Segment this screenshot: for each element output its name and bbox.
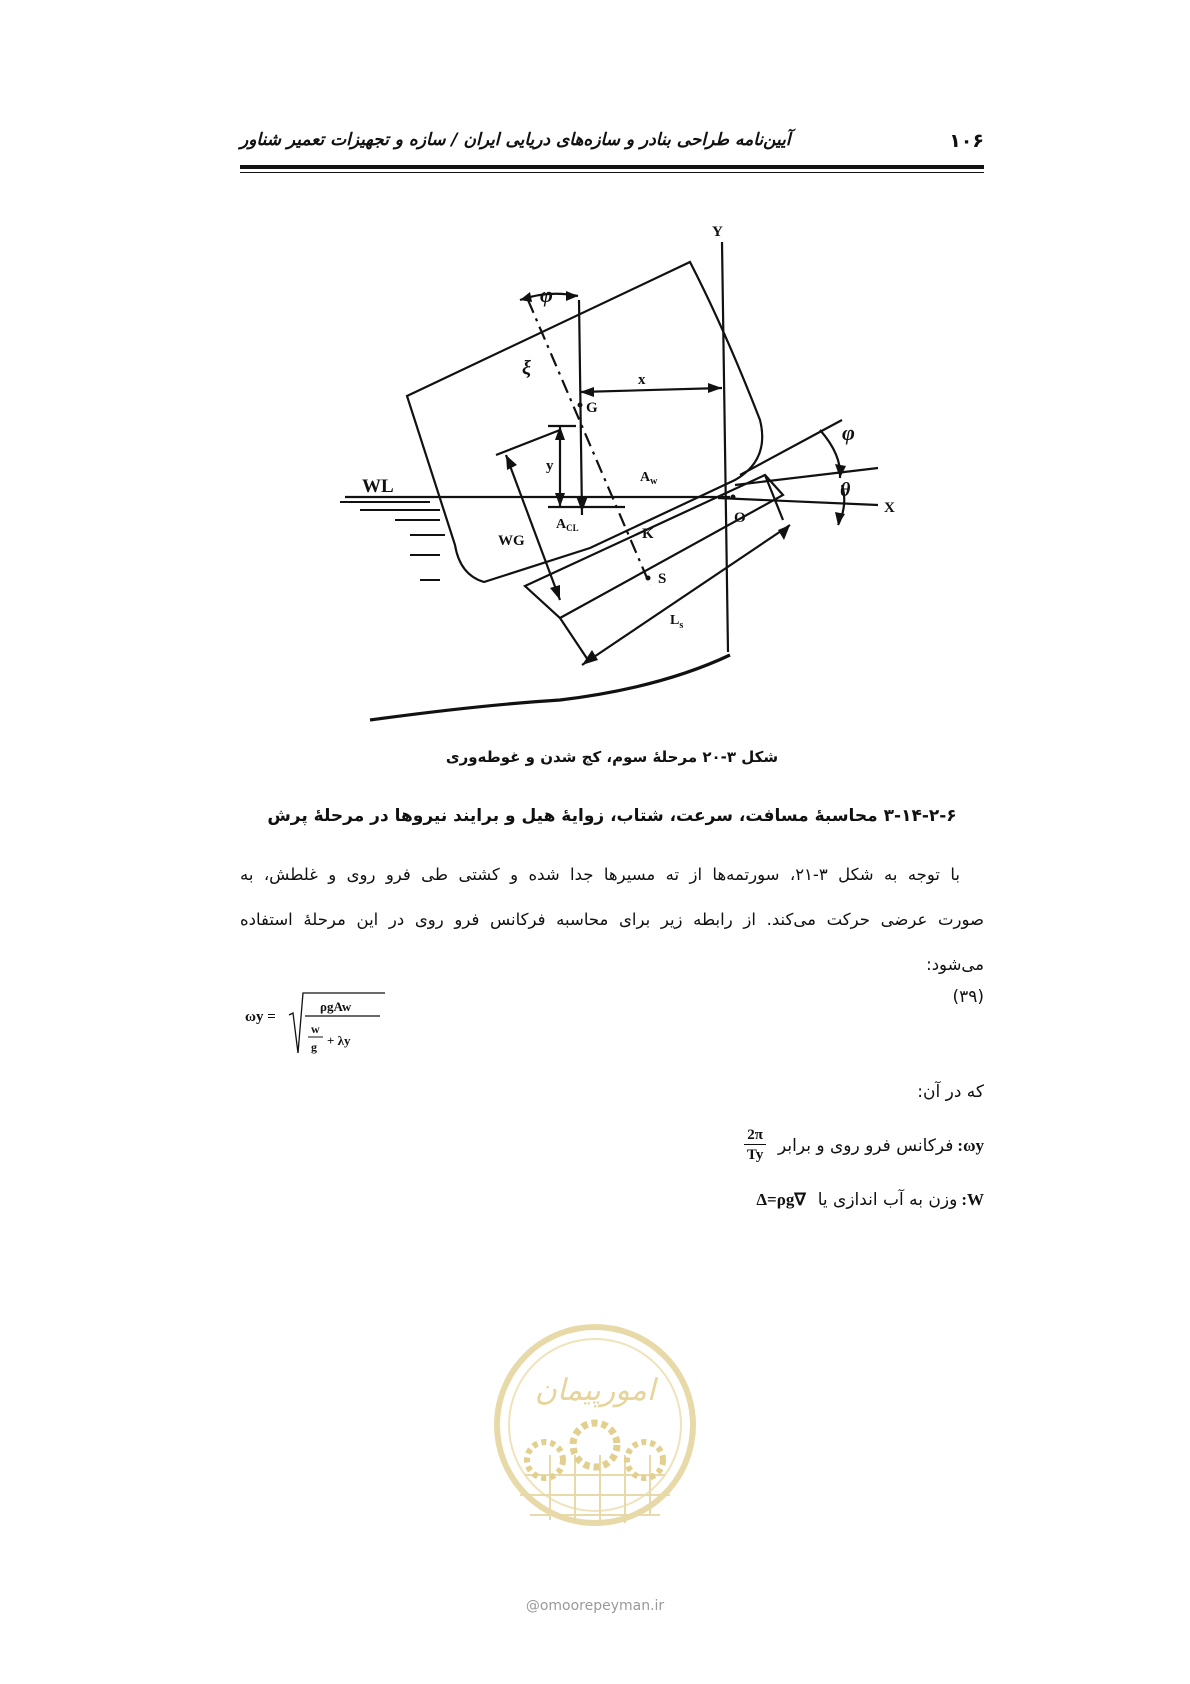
label-ls: $L_s$ (670, 613, 684, 631)
ship-centerline (528, 300, 650, 585)
vertical-line-g (579, 300, 582, 515)
header-rule-thin (240, 172, 984, 173)
label-o: O (734, 510, 746, 526)
theta-ray (735, 468, 878, 485)
watermark-logo (490, 1305, 700, 1595)
label-xi: ξ (522, 357, 531, 379)
x-axis (718, 498, 878, 505)
displacement-expression: Δ=ρg∇ (756, 1190, 806, 1209)
equation-number: (۳۹) (952, 987, 984, 1007)
paragraph-line: می‌شود: (926, 955, 984, 974)
fraction-numerator: 2π (744, 1126, 766, 1145)
figure-diagram (320, 215, 920, 735)
header-rule-thick (240, 165, 984, 169)
point-g (578, 403, 583, 408)
label-wl: WL (362, 476, 394, 497)
wg-tick-top (496, 430, 560, 455)
point-s (646, 576, 651, 581)
label-wg: WG (498, 533, 525, 549)
formula-inner-denominator: g (311, 1040, 317, 1054)
label-y-dim: y (546, 458, 554, 474)
page-header (240, 128, 984, 168)
definition-symbol: ωy: (957, 1135, 984, 1155)
label-acl: $A_{CL}$ (556, 517, 579, 533)
definition-omega-y (744, 1126, 984, 1165)
paragraph-line: صورت عرضی حرکت می‌کند. از رابطه زیر برای محاسبه فرکانس فرو روی در این مرحلهٔ استفاده (240, 910, 984, 929)
label-x-dim: x (638, 372, 646, 388)
logo-text: امورپیمان (534, 1373, 656, 1408)
label-s: S (658, 571, 667, 587)
label-aw: $A_w$ (640, 470, 658, 487)
two-pi-over-ty-fraction (744, 1126, 766, 1165)
phi-ray (740, 420, 842, 475)
figure-caption: شکل ۳-۲۰ مرحلهٔ سوم، کج شدن و غوطه‌وری (445, 748, 779, 766)
label-phi-right: φ (842, 420, 855, 445)
ship-heeling-figure (320, 215, 920, 735)
label-phi-top: φ (540, 282, 553, 307)
definitions-intro: که در آن: (917, 1082, 984, 1102)
page-number: ۱۰۶ (949, 130, 984, 152)
paragraph-line: با توجه به شکل ۳-۲۱، سورتمه‌ها از ته مسیرها جدا شده و کشتی طی فرو روی و غلطش، به (240, 865, 960, 884)
formula-plus-term: + λy (327, 1033, 351, 1048)
formula-inner-numerator: w (311, 1022, 320, 1036)
body-paragraph (240, 852, 984, 987)
logo-graphic (490, 1305, 700, 1595)
running-title: آیین‌نامه طراحی بنادر و سازه‌های دریایی ایران / سازه و تجهیزات تعمیر شناور (240, 130, 791, 150)
label-x-axis: X (884, 500, 895, 516)
label-k: K (642, 526, 654, 542)
ship-hull (407, 262, 762, 582)
y-axis (722, 242, 728, 652)
label-y-axis: Y (712, 224, 723, 240)
definition-text: وزن به آب اندازی یا (817, 1190, 958, 1210)
formula-lhs: ωy = (245, 1009, 276, 1025)
definition-symbol: W: (961, 1190, 984, 1209)
definition-text: فرکانس فرو روی و برابر (777, 1135, 954, 1156)
label-g: G (586, 400, 598, 416)
wg-dimension (506, 455, 560, 600)
x-dimension (580, 388, 722, 392)
definition-w (756, 1190, 984, 1210)
formula-numerator: ρgAw (320, 999, 352, 1014)
gear-icon (573, 1423, 617, 1467)
watermark-site: @omoorepeyman.ir (525, 1598, 665, 1614)
point-o (731, 495, 736, 500)
formula-graphic (245, 983, 385, 1058)
fraction-denominator: Ty (746, 1147, 764, 1163)
phi-arc-right (820, 430, 840, 478)
label-theta: θ (840, 479, 851, 501)
omega-y-formula (245, 983, 385, 1058)
sled-line (560, 618, 588, 660)
water-surface-dashes (340, 502, 445, 580)
ground-line (370, 655, 730, 720)
section-heading: ۳-۱۴-۲-۶ محاسبهٔ مسافت، سرعت، شتاب، زوایهٔ هیل و برایند نیروها در مرحلهٔ پرش (267, 806, 957, 826)
